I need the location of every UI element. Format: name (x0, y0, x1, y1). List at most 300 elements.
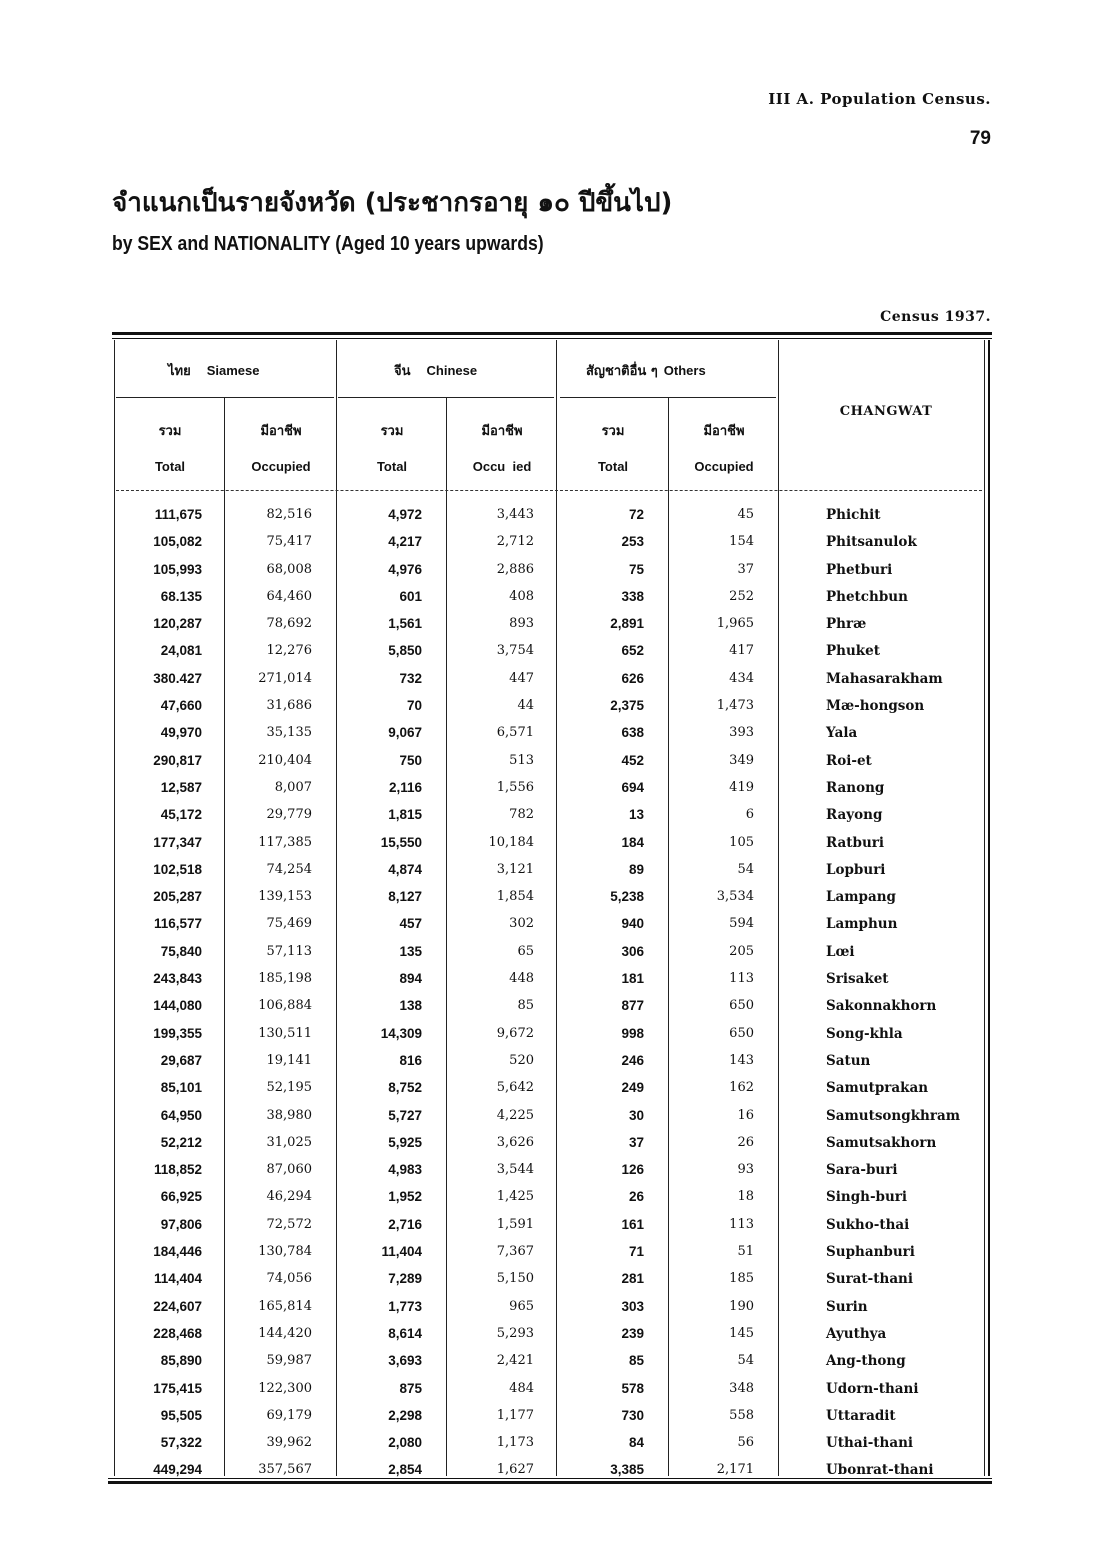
siamese-occupied-cell: 130,511 (258, 1025, 312, 1041)
chinese-total-cell: 3,693 (388, 1353, 422, 1369)
table-bottom-rule (108, 1481, 992, 1484)
chinese-occupied-cell: 3,443 (496, 507, 534, 522)
chinese-total-cell: 1,952 (388, 1189, 422, 1205)
others-total-cell: 84 (628, 1435, 644, 1451)
siamese-total-cell: 95,505 (160, 1407, 202, 1423)
siamese-total-cell: 175,415 (153, 1380, 202, 1396)
table-row (112, 1186, 992, 1213)
chinese-occupied-cell: 893 (509, 616, 534, 632)
title-english: by SEX and NATIONALITY (Aged 10 years upwards) (112, 233, 544, 255)
siamese-occupied-cell: 46,294 (266, 1189, 312, 1205)
others-total-cell: 246 (621, 1052, 644, 1068)
table-row (112, 1405, 992, 1432)
others-occupied-cell: 3,534 (716, 889, 754, 905)
chinese-total-cell: 4,217 (388, 534, 422, 550)
changwat-name-cell: Srisaket (826, 971, 889, 988)
siamese-occupied-cell: 69,179 (266, 1407, 312, 1423)
changwat-name-cell: Surat-thani (826, 1271, 914, 1288)
others-occupied-cell: 37 (737, 561, 754, 577)
others-occupied-cell: 252 (729, 588, 754, 604)
changwat-name-cell: Ubonrat-thani (826, 1462, 934, 1479)
census-label: Census 1937. (880, 309, 991, 325)
siamese-total-cell: 45,172 (160, 807, 202, 823)
table-row (112, 1432, 992, 1459)
others-occupied-cell: 558 (729, 1407, 754, 1423)
siamese-total-cell: 102,518 (153, 861, 202, 877)
others-total-cell: 2,375 (610, 698, 644, 714)
chinese-occupied-cell: 302 (509, 916, 534, 932)
table-row (112, 1378, 992, 1405)
changwat-name-cell: Sara-buri (826, 1162, 898, 1179)
running-head: III A. Population Census. (768, 90, 991, 108)
table-row (112, 750, 992, 777)
others-total-cell: 638 (621, 725, 644, 741)
chinese-occupied-cell: 1,425 (496, 1189, 534, 1205)
changwat-name-cell: Mæ-hongson (826, 698, 925, 715)
chinese-total-cell: 2,716 (388, 1216, 422, 1232)
chinese-occupied-cell: 85 (517, 998, 534, 1014)
siamese-occupied-cell: 52,195 (266, 1080, 312, 1096)
chinese-total-cell: 7,289 (388, 1271, 422, 1287)
chinese-total-cell: 894 (399, 971, 422, 987)
others-total-cell: 239 (621, 1325, 644, 1341)
siamese-total-cell: 380.427 (153, 670, 202, 686)
changwat-name-cell: Phuket (826, 643, 880, 660)
changwat-name-cell: Uthai-thani (826, 1435, 914, 1452)
others-occupied-cell: 1,473 (716, 698, 754, 714)
changwat-name-cell: Phitsanulok (826, 534, 917, 551)
chinese-total-cell: 11,404 (381, 1244, 422, 1260)
table-row (112, 995, 992, 1022)
chinese-occupied-cell: 447 (509, 670, 534, 686)
table-row (112, 777, 992, 804)
chinese-occupied-cell: 3,626 (496, 1134, 534, 1150)
siamese-total-cell: 29,687 (160, 1052, 202, 1068)
chinese-total-cell: 135 (399, 943, 422, 959)
chinese-total-cell: 4,976 (388, 561, 422, 577)
table-row (112, 859, 992, 886)
others-occupied-cell: 143 (729, 1052, 754, 1068)
title-thai: จำแนกเป็นรายจังหวัด (ประชากรอายุ ๑๐ ปีขึ้นไป) (112, 188, 673, 218)
table-row (112, 832, 992, 859)
others-total-cell: 126 (621, 1162, 644, 1178)
siamese-occupied-cell: 185,198 (258, 971, 312, 987)
siamese-occupied-cell: 87,060 (266, 1162, 312, 1178)
others-total-cell: 30 (628, 1107, 644, 1123)
siamese-occupied-cell: 117,385 (258, 834, 312, 850)
others-occupied-cell: 417 (729, 643, 754, 659)
chinese-occupied-cell: 1,627 (496, 1462, 534, 1478)
others-total-cell: 89 (628, 861, 644, 877)
changwat-name-cell: Udorn-thani (826, 1380, 919, 1397)
others-occupied-cell: 18 (737, 1189, 754, 1205)
chinese-total-cell: 8,127 (388, 889, 422, 905)
others-occupied-cell: 56 (737, 1435, 754, 1451)
chinese-occupied-cell: 1,556 (496, 779, 534, 795)
siamese-occupied-cell: 144,420 (258, 1325, 312, 1341)
table-row (112, 1105, 992, 1132)
chinese-occupied-cell: 1,854 (496, 889, 534, 905)
others-total-cell: 72 (628, 507, 644, 522)
siamese-total-cell: 64,950 (160, 1107, 202, 1123)
changwat-name-cell: Suphanburi (826, 1244, 915, 1261)
siamese-occupied-cell: 59,987 (266, 1353, 312, 1369)
siamese-total-cell: 243,843 (153, 971, 202, 987)
group-others (586, 360, 706, 381)
table-row (112, 1159, 992, 1186)
others-total-cell: 5,238 (610, 889, 644, 905)
sub-header-english: Occu ied (472, 459, 532, 474)
chinese-occupied-cell: 1,173 (496, 1435, 534, 1451)
others-occupied-cell: 348 (729, 1380, 754, 1396)
chinese-occupied-cell: 9,672 (496, 1025, 534, 1041)
chinese-occupied-cell: 448 (509, 971, 534, 987)
others-total-cell: 253 (621, 534, 644, 550)
others-total-cell: 161 (621, 1216, 644, 1232)
others-total-cell: 75 (628, 561, 644, 577)
table-row (112, 1077, 992, 1104)
chinese-total-cell: 4,874 (388, 861, 422, 877)
others-occupied-cell: 650 (729, 1025, 754, 1041)
others-occupied-cell: 434 (729, 670, 754, 686)
siamese-occupied-cell: 106,884 (258, 998, 312, 1014)
siamese-total-cell: 177,347 (153, 834, 202, 850)
changwat-name-cell: Ranong (826, 779, 885, 796)
others-total-cell: 452 (621, 752, 644, 768)
others-total-cell: 303 (621, 1298, 644, 1314)
others-total-cell: 626 (621, 670, 644, 686)
chinese-occupied-cell: 5,642 (496, 1080, 534, 1096)
chinese-total-cell: 2,854 (388, 1462, 422, 1478)
chinese-occupied-cell: 2,421 (496, 1353, 534, 1369)
chinese-occupied-cell: 3,121 (496, 861, 534, 877)
others-occupied-cell: 16 (737, 1107, 754, 1123)
changwat-name-cell: Samutprakan (826, 1080, 929, 1097)
others-occupied-cell: 6 (745, 807, 754, 823)
others-occupied-cell: 105 (729, 834, 754, 850)
chinese-total-cell: 8,752 (388, 1080, 422, 1096)
table-bottom-rule-thin (108, 1478, 992, 1479)
changwat-name-cell: Sakonnakhorn (826, 998, 937, 1015)
siamese-occupied-cell: 35,135 (266, 725, 312, 741)
others-total-cell: 338 (621, 588, 644, 604)
sub-header-english: Occupied (694, 459, 754, 474)
changwat-name-cell: Yala (826, 725, 858, 742)
group-chinese (394, 360, 477, 381)
table-top-rule-thin (112, 338, 992, 339)
table-row (112, 1323, 992, 1350)
others-total-cell: 998 (621, 1025, 644, 1041)
group-siamese (168, 360, 260, 381)
chinese-occupied-cell: 3,544 (496, 1162, 534, 1178)
siamese-occupied-cell: 39,962 (266, 1435, 312, 1451)
table-body (112, 504, 992, 1487)
sub-header-english: Total (376, 459, 408, 474)
chinese-occupied-cell: 520 (509, 1052, 534, 1068)
others-occupied-cell: 54 (737, 861, 754, 877)
siamese-total-cell: 224,607 (153, 1298, 202, 1314)
others-occupied-cell: 1,965 (716, 616, 754, 632)
others-total-cell: 184 (621, 834, 644, 850)
chinese-occupied-cell: 965 (509, 1298, 534, 1314)
chinese-occupied-cell: 65 (517, 943, 534, 959)
chinese-total-cell: 8,614 (388, 1325, 422, 1341)
siamese-total-cell: 199,355 (153, 1025, 202, 1041)
chinese-occupied-cell: 5,150 (496, 1271, 534, 1287)
others-total-cell: 730 (621, 1407, 644, 1423)
siamese-occupied-cell: 271,014 (258, 670, 312, 686)
others-occupied-cell: 113 (729, 1216, 754, 1232)
chinese-occupied-cell: 408 (509, 588, 534, 604)
others-occupied-cell: 2,171 (716, 1462, 754, 1478)
group-english-label: Siamese (206, 363, 260, 378)
chinese-occupied-cell: 5,293 (496, 1325, 534, 1341)
siamese-total-cell: 85,101 (160, 1080, 202, 1096)
chinese-total-cell: 457 (399, 916, 422, 932)
table-row (112, 1050, 992, 1077)
siamese-total-cell: 118,852 (153, 1162, 202, 1178)
table-row (112, 1214, 992, 1241)
siamese-total-cell: 85,890 (160, 1353, 202, 1369)
others-occupied-cell: 113 (729, 971, 754, 987)
siamese-occupied-cell: 74,056 (266, 1271, 312, 1287)
others-occupied-cell: 145 (729, 1325, 754, 1341)
chinese-occupied-cell: 10,184 (488, 834, 534, 850)
others-total-cell: 3,385 (610, 1462, 644, 1478)
table-row (112, 695, 992, 722)
table-row (112, 586, 992, 613)
table-row (112, 1023, 992, 1050)
siamese-occupied-cell: 210,404 (258, 752, 312, 768)
table-row (112, 886, 992, 913)
group-rule (116, 397, 334, 398)
table-row (112, 613, 992, 640)
others-total-cell: 71 (628, 1244, 644, 1260)
chinese-occupied-cell: 2,886 (496, 561, 534, 577)
chinese-total-cell: 2,116 (388, 779, 422, 795)
page-number: 79 (969, 128, 991, 149)
changwat-name-cell: Song-khla (826, 1025, 903, 1042)
chinese-total-cell: 5,850 (388, 643, 422, 659)
table-row (112, 1296, 992, 1323)
others-occupied-cell: 349 (729, 752, 754, 768)
changwat-name-cell: Phetchbun (826, 588, 908, 605)
table-row (112, 968, 992, 995)
changwat-name-cell: Phetburi (826, 561, 893, 578)
group-rule (560, 397, 776, 398)
others-occupied-cell: 93 (737, 1162, 754, 1178)
others-occupied-cell: 393 (729, 725, 754, 741)
siamese-total-cell: 12,587 (160, 779, 202, 795)
table-row (112, 668, 992, 695)
table-row (112, 531, 992, 558)
others-total-cell: 26 (628, 1189, 644, 1205)
siamese-total-cell: 52,212 (160, 1134, 202, 1150)
siamese-occupied-cell: 74,254 (266, 861, 312, 877)
changwat-name-cell: Lamphun (826, 916, 898, 933)
siamese-total-cell: 105,082 (153, 534, 202, 550)
sub-header-thai: มีอาชีพ (260, 424, 302, 439)
table-row (112, 559, 992, 586)
group-rule (338, 397, 554, 398)
siamese-total-cell: 24,081 (160, 643, 202, 659)
chinese-occupied-cell: 782 (509, 807, 534, 823)
changwat-name-cell: Ang-thong (826, 1353, 906, 1370)
others-total-cell: 940 (621, 916, 644, 932)
table-row (112, 804, 992, 831)
others-occupied-cell: 650 (729, 998, 754, 1014)
siamese-occupied-cell: 82,516 (266, 507, 312, 522)
changwat-name-cell: Lampang (826, 889, 896, 906)
changwat-name-cell: Lœi (826, 943, 855, 960)
population-table (112, 332, 992, 1484)
siamese-occupied-cell: 357,567 (258, 1462, 312, 1478)
changwat-name-cell: Rayong (826, 807, 883, 824)
others-occupied-cell: 26 (737, 1134, 754, 1150)
chinese-occupied-cell: 2,712 (496, 534, 534, 550)
group-english-label: Chinese (426, 363, 478, 378)
others-total-cell: 306 (621, 943, 644, 959)
others-occupied-cell: 162 (729, 1080, 754, 1096)
changwat-name-cell: Lopburi (826, 861, 886, 878)
changwat-name-cell: Singh-buri (826, 1189, 908, 1206)
chinese-total-cell: 9,067 (388, 725, 422, 741)
others-total-cell: 85 (628, 1353, 644, 1369)
others-occupied-cell: 419 (729, 779, 754, 795)
table-row (112, 941, 992, 968)
changwat-name-cell: Sukho-thai (826, 1216, 910, 1233)
others-total-cell: 877 (621, 998, 644, 1014)
changwat-name-cell: Phræ (826, 616, 867, 633)
sub-header-thai: มีอาชีพ (481, 424, 523, 439)
table-row (112, 504, 992, 531)
changwat-name-cell: Samutsongkhram (826, 1107, 961, 1124)
chinese-occupied-cell: 484 (509, 1380, 534, 1396)
table-row (112, 913, 992, 940)
table-row (112, 1241, 992, 1268)
changwat-name-cell: Ayuthya (826, 1325, 887, 1342)
changwat-name-cell: Mahasarakham (826, 670, 943, 687)
siamese-total-cell: 47,660 (160, 698, 202, 714)
chinese-total-cell: 4,972 (388, 507, 422, 522)
group-thai-label: สัญชาติอื่น ๆ (586, 364, 658, 379)
changwat-name-cell: Phichit (826, 507, 881, 523)
siamese-occupied-cell: 75,417 (266, 534, 312, 550)
chinese-occupied-cell: 6,571 (496, 725, 534, 741)
chinese-total-cell: 732 (399, 670, 422, 686)
sub-header-thai: รวม (380, 424, 404, 439)
header-separator (116, 490, 982, 491)
sub-header-thai: รวม (158, 424, 182, 439)
chinese-total-cell: 816 (399, 1052, 422, 1068)
others-total-cell: 578 (621, 1380, 644, 1396)
chinese-occupied-cell: 3,754 (496, 643, 534, 659)
changwat-name-cell: Ratburi (826, 834, 885, 851)
sub-header-english: Occupied (251, 459, 311, 474)
group-english-label: Others (663, 363, 706, 378)
siamese-occupied-cell: 68,008 (266, 561, 312, 577)
siamese-total-cell: 49,970 (160, 725, 202, 741)
siamese-total-cell: 105,993 (153, 561, 202, 577)
chinese-total-cell: 1,561 (388, 616, 422, 632)
siamese-occupied-cell: 57,113 (266, 943, 312, 959)
siamese-occupied-cell: 31,686 (266, 698, 312, 714)
chinese-total-cell: 5,925 (388, 1134, 422, 1150)
changwat-name-cell: Satun (826, 1052, 871, 1069)
chinese-total-cell: 601 (399, 588, 422, 604)
table-row (112, 1350, 992, 1377)
siamese-occupied-cell: 165,814 (258, 1298, 312, 1314)
chinese-total-cell: 14,309 (380, 1025, 422, 1041)
chinese-occupied-cell: 1,591 (496, 1216, 534, 1232)
siamese-occupied-cell: 31,025 (266, 1134, 312, 1150)
others-occupied-cell: 45 (737, 507, 754, 522)
sub-header-english: Total (597, 459, 629, 474)
siamese-total-cell: 111,675 (154, 507, 202, 522)
changwat-header: CHANGWAT (839, 404, 933, 419)
siamese-total-cell: 449,294 (153, 1462, 202, 1478)
siamese-occupied-cell: 78,692 (266, 616, 312, 632)
siamese-total-cell: 144,080 (153, 998, 202, 1014)
siamese-occupied-cell: 75,469 (266, 916, 312, 932)
others-total-cell: 694 (621, 779, 644, 795)
table-row (112, 640, 992, 667)
siamese-occupied-cell: 130,784 (258, 1244, 312, 1260)
chinese-total-cell: 1,815 (388, 807, 422, 823)
table-row (112, 722, 992, 749)
siamese-total-cell: 116,577 (153, 916, 202, 932)
chinese-total-cell: 2,298 (388, 1407, 422, 1423)
others-total-cell: 249 (621, 1080, 644, 1096)
changwat-name-cell: Surin (826, 1298, 868, 1315)
others-total-cell: 181 (621, 971, 644, 987)
siamese-total-cell: 68.135 (160, 588, 202, 604)
siamese-total-cell: 66,925 (160, 1189, 202, 1205)
chinese-total-cell: 70 (406, 698, 422, 714)
table-row (112, 1132, 992, 1159)
siamese-occupied-cell: 8,007 (274, 779, 312, 795)
others-occupied-cell: 51 (737, 1244, 754, 1260)
siamese-total-cell: 120,287 (153, 616, 202, 632)
others-total-cell: 2,891 (610, 616, 644, 632)
others-occupied-cell: 54 (737, 1353, 754, 1369)
others-total-cell: 37 (628, 1134, 644, 1150)
others-occupied-cell: 205 (729, 943, 754, 959)
siamese-occupied-cell: 29,779 (266, 807, 312, 823)
siamese-occupied-cell: 72,572 (266, 1216, 312, 1232)
siamese-occupied-cell: 19,141 (266, 1052, 312, 1068)
group-thai-label: จีน (394, 364, 411, 379)
siamese-total-cell: 290,817 (153, 752, 202, 768)
others-occupied-cell: 154 (729, 534, 754, 550)
sub-header-thai: มีอาชีพ (703, 424, 745, 439)
changwat-name-cell: Uttaradit (826, 1407, 896, 1424)
others-total-cell: 281 (621, 1271, 644, 1287)
siamese-total-cell: 114,404 (153, 1271, 202, 1287)
siamese-total-cell: 57,322 (160, 1435, 202, 1451)
chinese-total-cell: 5,727 (388, 1107, 422, 1123)
chinese-occupied-cell: 4,225 (496, 1107, 534, 1123)
chinese-total-cell: 1,773 (388, 1298, 422, 1314)
changwat-name-cell: Roi-et (826, 752, 872, 769)
siamese-occupied-cell: 12,276 (266, 643, 312, 659)
others-occupied-cell: 190 (729, 1298, 754, 1314)
chinese-total-cell: 138 (399, 998, 422, 1014)
others-total-cell: 652 (621, 643, 644, 659)
siamese-occupied-cell: 139,153 (258, 889, 312, 905)
chinese-total-cell: 2,080 (388, 1435, 422, 1451)
others-occupied-cell: 185 (729, 1271, 754, 1287)
